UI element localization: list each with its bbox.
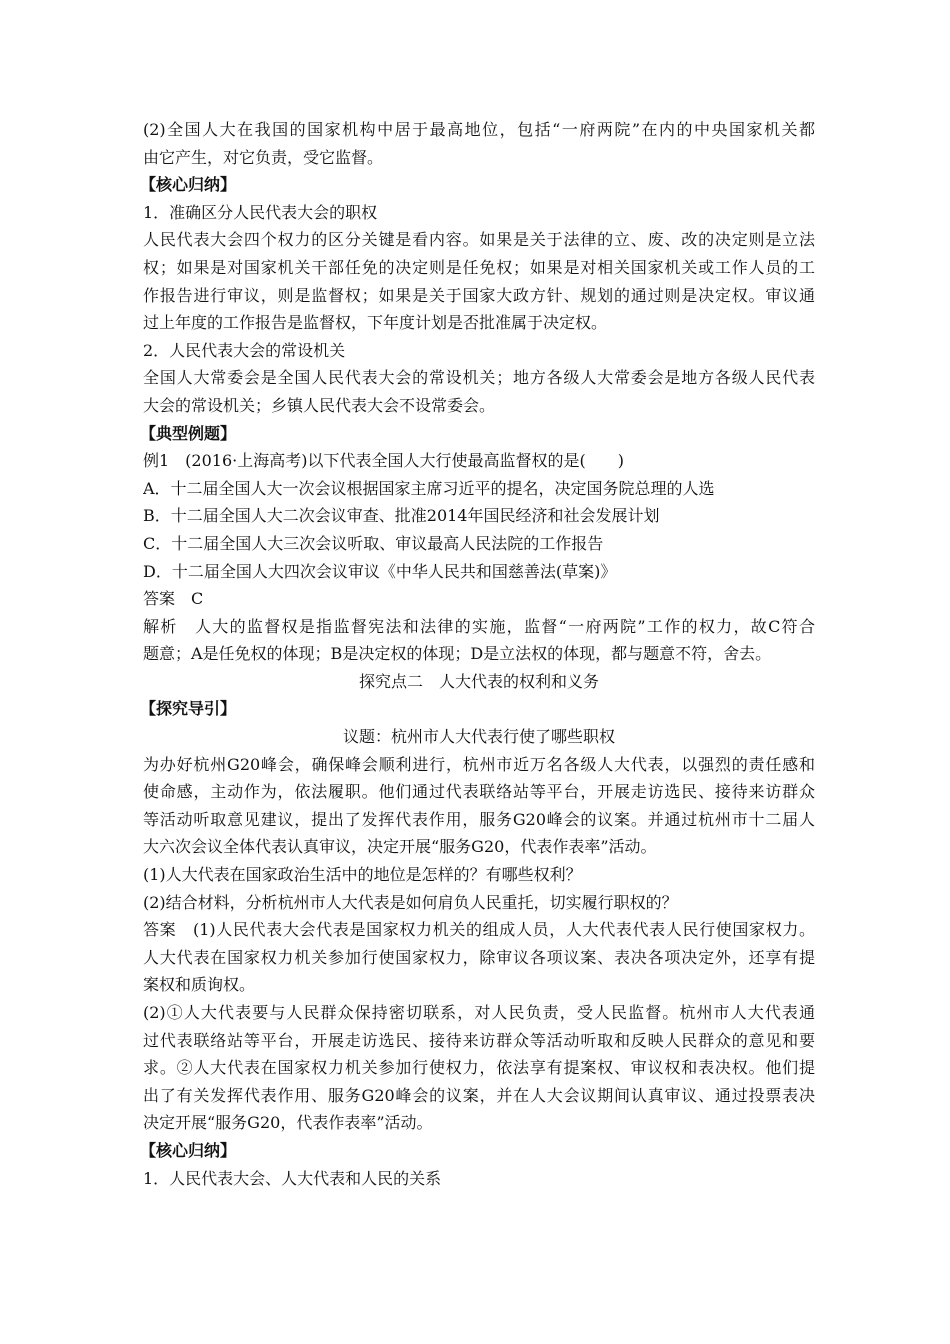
analysis-line: 题意；A是任免权的体现；B是决定权的体现；D是立法权的体现，都与题意不符，舍去。 bbox=[143, 644, 772, 664]
text-line: 案权和质询权。 bbox=[143, 975, 256, 995]
text-line: 求。②人大代表在国家权力机关参加行使权力，依法享有提案权、审议权和表决权。他们提 bbox=[143, 1058, 815, 1078]
document-body bbox=[140, 116, 815, 1192]
text-line: 决定开展“服务G20，代表作表率”活动。 bbox=[143, 1113, 433, 1133]
text-line: 出了有关发挥代表作用、服务G20峰会的议案，并在人大会议期间认真审议、通过投票表决 bbox=[143, 1085, 815, 1105]
option-d: D．十二届全国人大四次会议审议《中华人民共和国慈善法(草案)》 bbox=[143, 561, 617, 581]
text-line: 为办好杭州G20峰会，确保峰会顺利进行，杭州市近万名各级人大代表，以强烈的责任感和 bbox=[143, 754, 815, 774]
question-line: (2)结合材料，分析杭州市人大代表是如何肩负人民重托，切实履行职权的？ bbox=[143, 892, 678, 912]
subheading: 1．准确区分人民代表大会的职权 bbox=[143, 202, 378, 222]
text-line: 大会的常设机关；乡镇人民代表大会不设常委会。 bbox=[143, 395, 496, 415]
section-heading-core-summary: 【核心归纳】 bbox=[140, 1140, 237, 1160]
text-line: 等活动听取意见建议，提出了发挥代表作用，服务G20峰会的议案。并通过杭州市十二届人 bbox=[143, 809, 815, 829]
subheading: 1．人民代表大会、人大代表和人民的关系 bbox=[143, 1168, 442, 1188]
option-a: A．十二届全国人大一次会议根据国家主席习近平的提名，决定国务院总理的人选 bbox=[143, 478, 715, 498]
question-line: (1)人大代表在国家政治生活中的地位是怎样的？有哪些权利？ bbox=[143, 865, 582, 885]
section-title-inquiry-two: 探究点二 人大代表的权利和义务 bbox=[358, 671, 599, 691]
section-heading-core-summary: 【核心归纳】 bbox=[140, 175, 237, 195]
example-question: 例1 (2016·上海高考)以下代表全国人大行使最高监督权的是( ) bbox=[143, 451, 624, 471]
text-line: 作报告进行审议，则是监督权；如果是关于国家大政方针、规划的通过则是决定权。审议通 bbox=[143, 285, 815, 305]
text-line: 过上年度的工作报告是监督权，下年度计划是否批准属于决定权。 bbox=[143, 313, 608, 333]
text-line: 使命感，主动作为，依法履职。他们通过代表联络站等平台，开展走访选民、接待来访群众 bbox=[143, 782, 815, 802]
text-line: 由它产生，对它负责，受它监督。 bbox=[143, 147, 384, 167]
topic-title: 议题：杭州市人大代表行使了哪些职权 bbox=[342, 727, 615, 747]
section-heading-typical-example: 【典型例题】 bbox=[140, 423, 237, 443]
text-line: 全国人大常委会是全国人民代表大会的常设机关；地方各级人大常委会是地方各级人民代表 bbox=[143, 368, 815, 388]
section-heading-inquiry-guide: 【探究导引】 bbox=[140, 699, 237, 719]
answer-line: 答案 C bbox=[143, 589, 204, 609]
text-line: 人民代表大会四个权力的区分关键是看内容。如果是关于法律的立、废、改的决定则是立法 bbox=[143, 230, 815, 250]
text-line: (2)①人大代表要与人民群众保持密切联系，对人民负责，受人民监督。杭州市人大代表通 bbox=[143, 1003, 815, 1022]
analysis-line: 解析 人大的监督权是指监督宪法和法律的实施，监督“一府两院”工作的权力，故C符合 bbox=[143, 616, 815, 636]
text-line: 过代表联络站等平台，开展走访选民、接待来访群众等活动听取和反映人民群众的意见和要 bbox=[143, 1030, 815, 1050]
text-line: 人大代表在国家权力机关参加行使国家权力，除审议各项议案、表决各项决定外，还享有提 bbox=[143, 947, 815, 967]
text-line: 大六次会议全体代表认真审议，决定开展“服务G20，代表作表率”活动。 bbox=[143, 837, 657, 857]
subheading: 2．人民代表大会的常设机关 bbox=[143, 340, 346, 360]
option-c: C．十二届全国人大三次会议听取、审议最高人民法院的工作报告 bbox=[143, 533, 604, 553]
text-line: (2)全国人大在我国的国家机构中居于最高地位，包括“一府两院”在内的中央国家机关都 bbox=[143, 120, 815, 139]
text-line: 权；如果是对国家机关干部任免的决定则是任免权；如果是对相关国家机关或工作人员的工 bbox=[143, 257, 815, 277]
option-b: B．十二届全国人大二次会议审查、批准2014年国民经济和社会发展计划 bbox=[143, 506, 660, 526]
answer-line: 答案 (1)人民代表大会代表是国家权力机关的组成人员，人大代表代表人民行使国家权力。 bbox=[143, 920, 815, 940]
